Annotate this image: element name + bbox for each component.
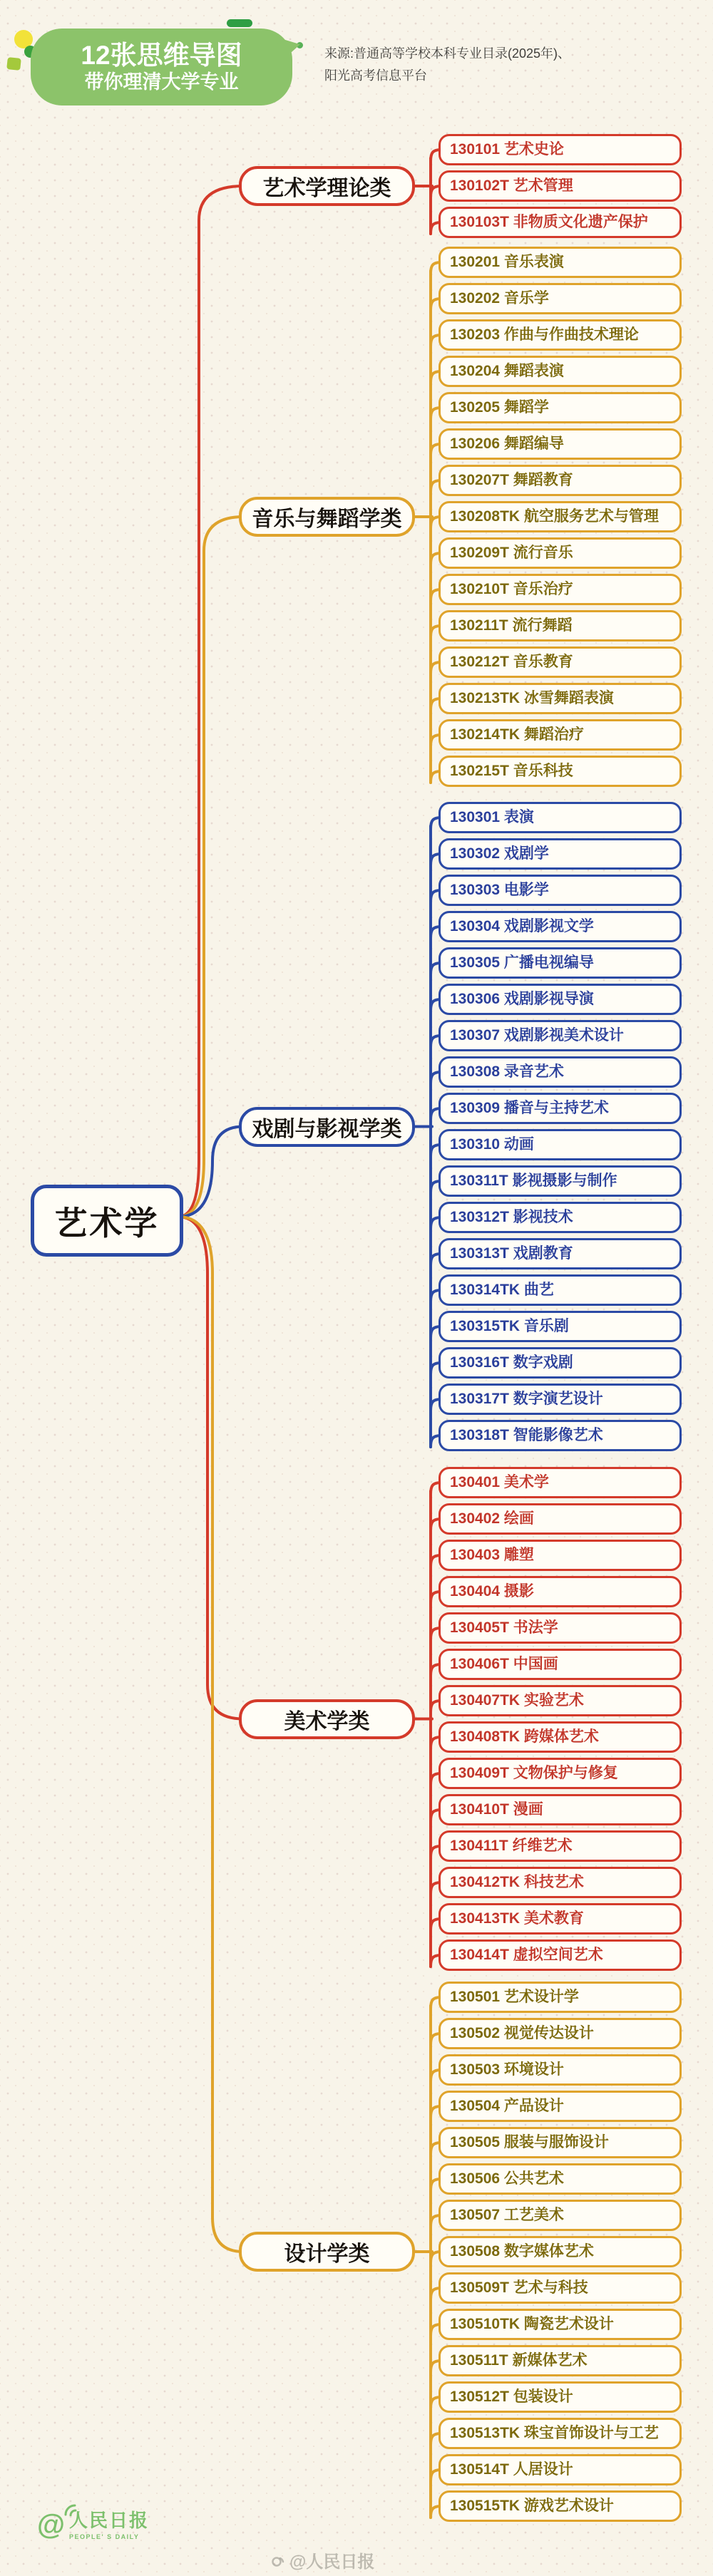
major-node: 130504 产品设计 xyxy=(438,2091,682,2122)
major-node: 130210T 音乐治疗 xyxy=(438,574,682,605)
major-node: 130317T 数字演艺设计 xyxy=(438,1384,682,1415)
major-node: 130508 数字媒体艺术 xyxy=(438,2236,682,2267)
major-node: 130205 舞蹈学 xyxy=(438,392,682,423)
major-node: 130313T 戏剧教育 xyxy=(438,1238,682,1269)
major-node: 130401 美术学 xyxy=(438,1467,682,1498)
major-node: 130501 艺术设计学 xyxy=(438,1982,682,2013)
major-node: 130301 表演 xyxy=(438,802,682,833)
major-node: 130510TK 陶瓷艺术设计 xyxy=(438,2309,682,2340)
major-node: 130413TK 美术教育 xyxy=(438,1903,682,1934)
branch-node: 艺术学理论类 xyxy=(239,166,415,206)
major-node: 130206 舞蹈编导 xyxy=(438,428,682,460)
major-node: 130316T 数字戏剧 xyxy=(438,1347,682,1379)
major-node: 130407TK 实验艺术 xyxy=(438,1685,682,1716)
major-node: 130214TK 舞蹈治疗 xyxy=(438,719,682,751)
major-node: 130207T 舞蹈教育 xyxy=(438,465,682,496)
poster-subtitle: 带你理清大学专业 xyxy=(84,71,239,93)
major-node: 130402 绘画 xyxy=(438,1503,682,1535)
major-node: 130305 广播电视编导 xyxy=(438,947,682,979)
at-icon: @ xyxy=(37,2509,66,2540)
major-node: 130503 环境设计 xyxy=(438,2054,682,2086)
major-node: 130308 录音艺术 xyxy=(438,1056,682,1088)
major-node: 130311T 影视摄影与制作 xyxy=(438,1165,682,1197)
branch-node: 设计学类 xyxy=(239,2232,415,2272)
lime-square-decoration xyxy=(6,57,21,71)
root-node: 艺术学 xyxy=(31,1185,183,1257)
major-node: 130509T 艺术与科技 xyxy=(438,2272,682,2304)
major-node: 130515TK 游戏艺术设计 xyxy=(438,2490,682,2522)
major-node: 130202 音乐学 xyxy=(438,283,682,314)
major-node: 130201 音乐表演 xyxy=(438,247,682,278)
major-node: 130502 视觉传达设计 xyxy=(438,2018,682,2049)
major-node: 130103T 非物质文化遗产保护 xyxy=(438,207,682,238)
branch-node: 美术学类 xyxy=(239,1699,415,1739)
major-node: 130318T 智能影像艺术 xyxy=(438,1420,682,1451)
major-node: 130208TK 航空服务艺术与管理 xyxy=(438,501,682,532)
major-node: 130507 工艺美术 xyxy=(438,2200,682,2231)
major-node: 130412TK 科技艺术 xyxy=(438,1867,682,1898)
source-line-2: 阳光高考信息平台 xyxy=(324,68,427,83)
signal-arcs-icon xyxy=(64,2503,80,2516)
source-note xyxy=(324,43,702,86)
major-node: 130303 电影学 xyxy=(438,875,682,906)
major-node: 130204 舞蹈表演 xyxy=(438,356,682,387)
major-node: 130411T 纤维艺术 xyxy=(438,1830,682,1862)
watermark-text: @人民日报 xyxy=(289,2552,375,2572)
major-node: 130414T 虚拟空间艺术 xyxy=(438,1939,682,1971)
major-node: 130406T 中国画 xyxy=(438,1649,682,1680)
major-node: 130211T 流行舞蹈 xyxy=(438,610,682,642)
major-node: 130514T 人居设计 xyxy=(438,2454,682,2485)
major-node: 130404 摄影 xyxy=(438,1576,682,1607)
major-node: 130309 播音与主持艺术 xyxy=(438,1093,682,1124)
major-node: 130315TK 音乐剧 xyxy=(438,1311,682,1342)
title-badge xyxy=(31,29,292,105)
major-node: 130403 雕塑 xyxy=(438,1540,682,1571)
branch-node: 戏剧与影视学类 xyxy=(239,1107,415,1147)
major-node: 130209T 流行音乐 xyxy=(438,537,682,569)
major-node: 130511T 新媒体艺术 xyxy=(438,2345,682,2376)
green-bar-decoration xyxy=(227,19,252,27)
logo-cn-text: 人民日报 xyxy=(69,2510,150,2531)
major-node: 130512T 包装设计 xyxy=(438,2381,682,2413)
major-node: 130408TK 跨媒体艺术 xyxy=(438,1721,682,1753)
major-node: 130513TK 珠宝首饰设计与工艺 xyxy=(438,2418,682,2449)
megaphone-icon xyxy=(271,2553,285,2567)
major-node: 130212T 音乐教育 xyxy=(438,646,682,678)
major-node: 130304 戏剧影视文学 xyxy=(438,911,682,942)
peoples-daily-logo xyxy=(37,2509,149,2540)
watermark xyxy=(271,2547,374,2572)
major-node: 130314TK 曲艺 xyxy=(438,1274,682,1306)
major-node: 130101 艺术史论 xyxy=(438,134,682,165)
major-node: 130307 戏剧影视美术设计 xyxy=(438,1020,682,1051)
major-node: 130312T 影视技术 xyxy=(438,1202,682,1233)
poster-title: 12张思维导图 xyxy=(81,40,242,70)
source-line-1: 来源:普通高等学校本科专业目录(2025年)、 xyxy=(324,46,571,61)
major-node: 130302 戏剧学 xyxy=(438,838,682,870)
major-node: 130310 动画 xyxy=(438,1129,682,1160)
logo-en-text: PEOPLE' S DAILY xyxy=(69,2533,140,2540)
major-node: 130215T 音乐科技 xyxy=(438,756,682,787)
major-node: 130506 公共艺术 xyxy=(438,2163,682,2195)
major-node: 130405T 书法学 xyxy=(438,1612,682,1644)
major-node: 130409T 文物保护与修复 xyxy=(438,1758,682,1789)
branch-node: 音乐与舞蹈学类 xyxy=(239,497,415,537)
major-node: 130306 戏剧影视导演 xyxy=(438,984,682,1015)
major-node: 130505 服装与服饰设计 xyxy=(438,2127,682,2158)
major-node: 130213TK 冰雪舞蹈表演 xyxy=(438,683,682,714)
major-node: 130102T 艺术管理 xyxy=(438,170,682,202)
major-node: 130410T 漫画 xyxy=(438,1794,682,1825)
major-node: 130203 作曲与作曲技术理论 xyxy=(438,319,682,351)
